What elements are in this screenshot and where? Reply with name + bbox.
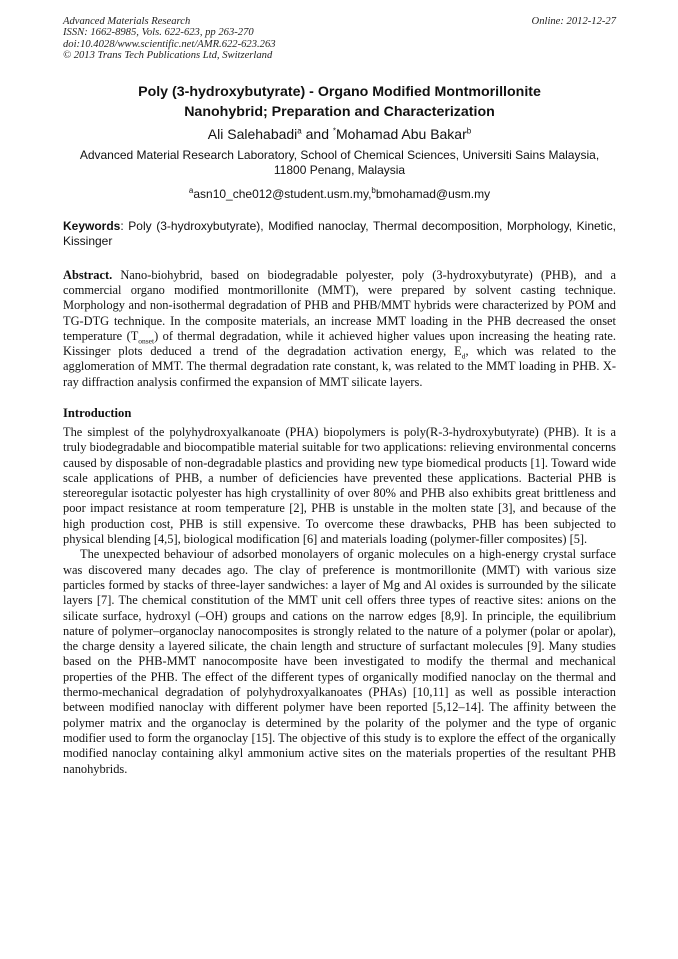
- email-b-mark: b: [371, 185, 376, 195]
- abstract: [63, 268, 616, 390]
- title-line-1: Poly (3-hydroxybutyrate) - Organo Modified Montmorillonite: [138, 83, 541, 100]
- doi-line: doi:10.4028/www.scientific.net/AMR.622-623.263: [63, 38, 276, 50]
- email-b: bmohamad@usm.my: [375, 186, 491, 201]
- author-2: Mohamad Abu Bakar: [336, 125, 467, 142]
- author-1-affiliation-mark: a: [297, 125, 302, 135]
- author-emails: [63, 187, 616, 202]
- issn-line: ISSN: 1662-8985, Vols. 622-623, pp 263-270: [63, 27, 254, 39]
- abstract-label: Abstract.: [63, 267, 113, 282]
- corresponding-author-mark: *: [332, 125, 337, 135]
- copyright-line: © 2013 Trans Tech Publications Ltd, Switzerland: [63, 50, 273, 62]
- abstract-text-1: Nano-biohybrid, based on biodegradable polyester, poly (3-hydroxybutyrate) (PHB), and a commercial organo modified montmorillonite (MMT), were prepared by solvent casting technique. Morphology and non-isothermal degradation of PHB and PHB/MMT hybrids were characterized by POM and TG-DTG technique. In the composite materials, an increase MMT loading in the PHB decreased the onset temperature (T: [63, 267, 616, 343]
- abstract-onset-subscript: onset: [138, 336, 155, 346]
- title-line-2: Nanohybrid; Preparation and Characterization: [184, 103, 495, 120]
- introduction-heading: Introduction: [63, 406, 132, 420]
- journal-header: [63, 16, 616, 62]
- author-list: [63, 125, 616, 143]
- paper-title: [63, 82, 616, 122]
- affiliation: [63, 148, 616, 179]
- affiliation-line-2: 11800 Penang, Malaysia: [273, 163, 406, 178]
- author-conjunction: and: [301, 125, 333, 142]
- abstract-text-3: , which was related to the agglomeration of MMT. The thermal degradation rate constant, k, was related to the MMT loading in PHB. X-ray diffraction analysis confirmed the expansion of MMT silicate layers.: [63, 344, 616, 389]
- author-2-affiliation-mark: b: [466, 125, 472, 135]
- journal-name: Advanced Materials Research: [63, 16, 191, 27]
- affiliation-line-1: Advanced Material Research Laboratory, School of Chemical Sciences, Universiti Sains Malaysia,: [79, 147, 600, 162]
- email-a: asn10_che012@student.usm.my,: [193, 186, 372, 201]
- online-date: Online: 2012-12-27: [531, 16, 616, 27]
- email-a-mark: a: [188, 185, 194, 195]
- abstract-d-subscript: d: [461, 351, 466, 361]
- introduction-paragraph-1: The simplest of the polyhydroxyalkanoate (PHA) biopolymers is poly(R-3-hydroxybutyrate) (PHB). It is a truly biodegradable and biocompatible material suitable for two applications: relieving environmental concerns caused by disposable of non-degradable plastics and providing new type biomedical products [1]. Toward wide scale applications of PHB, a number of deficiencies have prevented these applications. Bacterial PHB is stereoregular isotactic polyester has high crystallinity of over 80% and PHB also exhibits great brittleness and poor impact resistance at room temperature [2], PHB is unstable in the molten state [3], and because of the high production cost, PHB is still expensive. To overcome these drawbacks, PHB has been subjected to physical blending [4,5], biological modification [6] and materials loading (polymer-filler composites) [5].: [63, 425, 616, 547]
- author-1: Ali Salehabadi: [207, 125, 298, 142]
- keywords: [63, 219, 616, 249]
- abstract-text-2: ) of thermal degradation, while it achieved higher values upon increasing the heating rate. Kissinger plots deduced a trend of the degradation activation energy, E: [63, 328, 616, 359]
- keywords-label: Keywords: [63, 218, 121, 233]
- introduction-paragraph-2: The unexpected behaviour of adsorbed monolayers of organic molecules on a high-energy crystal surface was discovered many decades ago. The clay of preference is montmorillonite (MMT) with various size particles formed by stacks of three-layer sandwiches: a layer of Mg and Al oxides is surrounded by the silicate layers [7]. The chemical constitution of the MMT unit cell offers three types of reactive sites: anions on the silicate surface, hydroxyl (–OH) groups and cations on the narrow edges [8,9]. In principle, the equilibrium nature of polymer–organoclay nanocomposites is strongly related to the nature of a polymer (polar or apolar), the charge density a layered silicate, the chain length and structure of surfactant molecules [9]. Many studies based on the PHB-MMT nanocomposite have been investigated to modify the thermal and mechanical properties of the PHB. The effect of the different types of organically modified nanoclay on the thermal and thermo-mechanical degradation of polyhydroxyalkanoates (PHAs) [10,11] as well as possible interaction between modified nanoclay with different polymer have been reported [5,12–14]. The affinity between the polymer matrix and the organoclay is determined by the polarity of the polymer and the type of organic modifier used to form the organoclay [15]. The objective of this study is to explore the effect of the organically modified nanoclay containing alkyl ammonium active sites on the materials properties of the resultant PHB nanohybrids.: [63, 547, 616, 776]
- keywords-text: : Poly (3-hydroxybutyrate), Modified nanoclay, Thermal decomposition, Morphology, Kinetic, Kissinger: [63, 218, 616, 248]
